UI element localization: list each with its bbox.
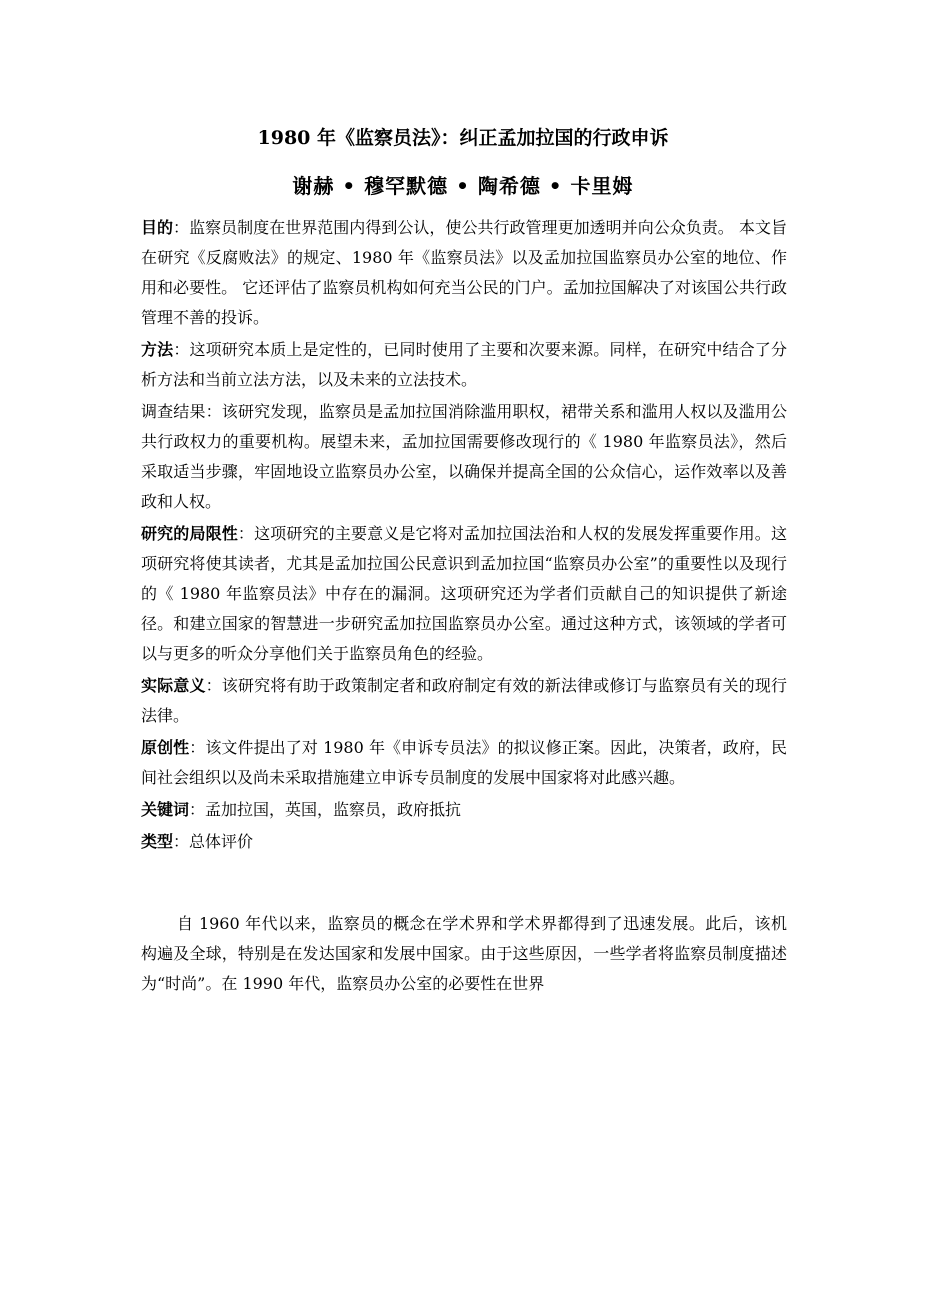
keywords-separator: ： — [189, 800, 206, 819]
implications-paragraph — [141, 671, 787, 731]
type-separator: ： — [173, 832, 190, 851]
findings-paragraph — [141, 397, 787, 517]
purpose-label: 目的 — [141, 218, 174, 237]
method-text: 这项研究本质上是定性的，已同时使用了主要和次要来源。同样，在研究中结合了分析方法和当前立法方法，以及未来的立法技术。 — [141, 340, 787, 389]
purpose-text: 监察员制度在世界范围内得到公认，使公共行政管理更加透明并向公众负责。 本文旨在研究《反腐败法》的规定、1980 年《监察员法》以及孟加拉国监察员办公室的地位、作用和必要性。 它还评估了监察员机构如何充当公民的门户。孟加拉国解决了对该国公共行政管理不善的投诉。 — [141, 218, 787, 327]
method-paragraph — [141, 335, 787, 395]
method-separator: ： — [173, 340, 190, 359]
type-text: 总体评价 — [189, 832, 254, 851]
type-paragraph — [141, 827, 787, 857]
intro-paragraph — [141, 909, 787, 999]
keywords-label: 关键词 — [141, 800, 190, 819]
originality-label: 原创性 — [141, 738, 190, 757]
paper-authors: 谢赫 • 穆罕默德 • 陶希德 • 卡里姆 — [292, 174, 634, 198]
originality-paragraph — [141, 733, 787, 793]
implications-label: 实际意义 — [141, 676, 206, 695]
originality-separator: ： — [189, 738, 206, 757]
keywords-paragraph — [141, 795, 787, 825]
limitations-paragraph — [141, 519, 787, 669]
method-label: 方法 — [141, 340, 174, 359]
keywords-text: 孟加拉国，英国，监察员，政府抵抗 — [205, 800, 462, 819]
purpose-separator: ： — [173, 218, 190, 237]
implications-text: 该研究将有助于政策制定者和政府制定有效的新法律或修订与监察员有关的现行法律。 — [141, 676, 787, 725]
abstract-body — [141, 213, 787, 999]
section-spacer — [141, 857, 787, 909]
purpose-paragraph — [141, 213, 787, 333]
type-label: 类型 — [141, 832, 174, 851]
implications-separator: ： — [205, 676, 222, 695]
findings-text: 调查结果：该研究发现，监察员是孟加拉国消除滥用职权，裙带关系和滥用人权以及滥用公共行政权力的重要机构。展望未来，孟加拉国需要修改现行的《 1980 年监察员法》，然后采取适当步骤，牢固地设立监察员办公室，以确保并提高全国的公众信心，运作效率以及善政和人权。 — [141, 402, 787, 511]
limitations-text: 这项研究的主要意义是它将对孟加拉国法治和人权的发展发挥重要作用。这项研究将使其读者，尤其是孟加拉国公民意识到孟加拉国“监察员办公室”的重要性以及现行的《 1980 年监察员法》中存在的漏洞。这项研究还为学者们贡献自己的知识提供了新途径。和建立国家的智慧进一步研究孟加拉国监察员办公室。通过这种方式，该领域的学者可以与更多的听众分享他们关于监察员角色的经验。 — [141, 524, 787, 663]
originality-text: 该文件提出了对 1980 年《申诉专员法》的拟议修正案。因此，决策者，政府，民间社会组织以及尚未采取措施建立申诉专员制度的发展中国家将对此感兴趣。 — [141, 738, 787, 787]
limitations-label: 研究的局限性 — [141, 524, 238, 543]
intro-text: 自 1960 年代以来，监察员的概念在学术界和学术界都得到了迅速发展。此后，该机构遍及全球，特别是在发达国家和发展中国家。由于这些原因，一些学者将监察员制度描述为“时尚”。在 1990 年代，监察员办公室的必要性在世界 — [141, 914, 787, 993]
limitations-separator: ： — [237, 524, 255, 543]
paper-title: 1980 年《监察员法》：纠正孟加拉国的行政申诉 — [257, 127, 669, 149]
